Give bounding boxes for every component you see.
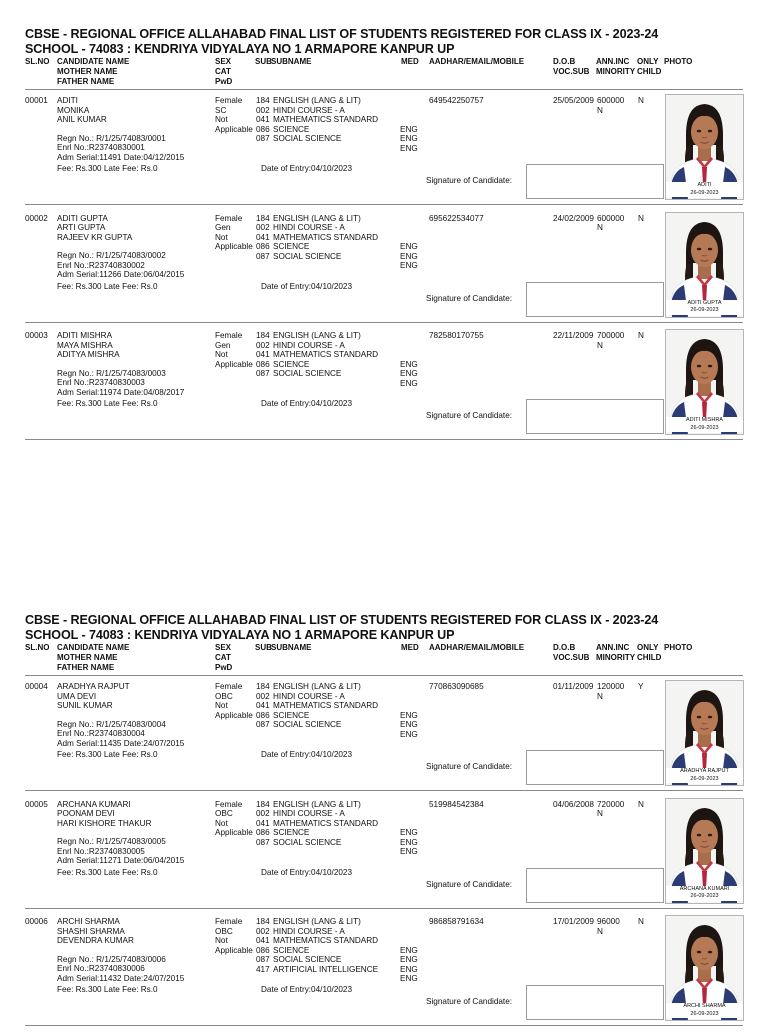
subject-code: 417 <box>256 964 270 974</box>
subject-name: MATHEMATICS STANDARD <box>273 818 379 828</box>
aadhar-number: 986858791634 <box>429 917 484 926</box>
subject-name: SCIENCE <box>273 359 310 369</box>
subject-medium: ENG <box>400 369 418 378</box>
column-label-subname: SUBNAME <box>271 643 312 652</box>
photo-box <box>665 94 744 200</box>
subject-name: HINDI COURSE - A <box>273 105 345 115</box>
column-label-cand2: MOTHER NAME <box>57 653 118 662</box>
subject-name: SCIENCE <box>273 828 310 837</box>
admission-serial: Adm Serial:11974 Date:04/08/2017 <box>57 387 185 397</box>
sex-value: Female <box>215 917 243 926</box>
subject-medium: ENG <box>400 710 418 720</box>
photo-caption-name: ARCHANA KUMARI <box>679 885 730 892</box>
subject-code: 184 <box>256 331 270 340</box>
subject-name: MATHEMATICS STANDARD <box>273 232 379 242</box>
category-value: SC <box>215 105 227 115</box>
annual-income: 700000 <box>597 331 625 340</box>
subject-code: 041 <box>256 115 270 124</box>
subject-medium: ENG <box>400 847 418 856</box>
pwd-value-cont: Applicable <box>215 124 253 134</box>
subject-name: MATHEMATICS STANDARD <box>273 115 379 124</box>
annual-income: 600000 <box>597 213 625 223</box>
subject-name: ARTIFICIAL INTELLIGENCE <box>273 964 379 974</box>
serial-number: 00005 <box>25 799 48 809</box>
registration-number: Regn No.: R/1/25/74083/0006 <box>57 954 166 964</box>
photo-caption <box>666 182 743 197</box>
admission-serial: Adm Serial:11435 Date:24/07/2015 <box>57 738 185 748</box>
record-divider <box>25 908 743 909</box>
column-label-dob2: VOC.SUB <box>553 653 590 662</box>
photo-caption-name: ARADHYA RAJPUT <box>680 768 729 774</box>
photo-caption-date: 26-09-2023 <box>690 424 719 431</box>
photo-box <box>665 680 744 786</box>
subject-name: HINDI COURSE - A <box>273 223 345 232</box>
photo-caption <box>666 1003 743 1018</box>
photo-caption-name: ADITI MISHRA <box>686 417 723 423</box>
aadhar-number: 770863090685 <box>429 682 484 691</box>
signature-label: Signature of Candidate: <box>426 997 513 1006</box>
signature-box <box>526 868 664 903</box>
photo-caption-date: 26-09-2023 <box>690 893 719 899</box>
subject-medium: ENG <box>400 974 418 983</box>
registration-number: Regn No.: R/1/25/74083/0003 <box>57 368 166 378</box>
admission-serial: Adm Serial:11271 Date:06/04/2015 <box>57 856 185 865</box>
signature-box <box>526 399 664 434</box>
column-label-slno: SL.NO <box>25 57 50 66</box>
subject-code: 087 <box>256 134 270 143</box>
subject-code: 087 <box>256 251 270 261</box>
date-of-birth: 04/06/2008 <box>553 799 594 809</box>
aadhar-number: 519984542384 <box>429 799 484 809</box>
pwd-value-cont: Applicable <box>215 242 253 251</box>
subject-code: 087 <box>256 369 270 378</box>
category-value: OBC <box>215 691 233 701</box>
subject-name: ENGLISH (LANG & LIT) <box>273 682 361 691</box>
entry-date: Date of Entry:04/10/2023 <box>261 750 353 759</box>
father-name: HARI KISHORE THAKUR <box>57 818 152 828</box>
column-label-sex3: PwD <box>215 77 233 86</box>
signature-box <box>526 282 664 317</box>
mother-name: MAYA MISHRA <box>57 340 113 350</box>
annual-income: 720000 <box>597 799 625 809</box>
column-label-dob1: D.O.B <box>553 643 576 652</box>
subject-name: ENGLISH (LANG & LIT) <box>273 331 361 340</box>
column-label-only1: ONLY <box>637 57 659 66</box>
column-label-sex3: PwD <box>215 663 233 672</box>
serial-number: 00002 <box>25 213 48 223</box>
fee-details: Fee: Rs.300 Late Fee: Rs.0 <box>57 985 158 994</box>
subject-code: 086 <box>256 945 270 955</box>
student-record <box>0 331 768 448</box>
subject-name: MATHEMATICS STANDARD <box>273 701 379 710</box>
annual-income: 600000 <box>597 96 625 105</box>
column-label-slno: SL.NO <box>25 643 50 652</box>
fee-details: Fee: Rs.300 Late Fee: Rs.0 <box>57 867 158 877</box>
record-divider <box>25 790 743 791</box>
pwd-value-cont: Applicable <box>215 710 253 720</box>
enrolment-number: Enrl No.:R23740830003 <box>57 378 145 387</box>
father-name: ADITYA MISHRA <box>57 350 120 359</box>
annual-income: 96000 <box>597 917 620 926</box>
pwd-value: Not <box>215 818 228 828</box>
mother-name: MONIKA <box>57 105 90 115</box>
subject-medium: ENG <box>400 134 418 143</box>
category-value: OBC <box>215 926 233 936</box>
aadhar-number: 695622534077 <box>429 213 484 223</box>
subject-code: 086 <box>256 710 270 720</box>
subject-code: 086 <box>256 242 270 251</box>
subject-name: ENGLISH (LANG & LIT) <box>273 96 361 105</box>
subject-medium: ENG <box>400 251 418 261</box>
column-label-cand1: CANDIDATE NAME <box>57 57 130 66</box>
photo-caption <box>666 417 743 432</box>
photo-box <box>665 798 744 904</box>
signature-label: Signature of Candidate: <box>426 411 513 420</box>
subject-code: 184 <box>256 799 270 809</box>
enrolment-number: Enrl No.:R23740830001 <box>57 143 145 152</box>
admission-serial: Adm Serial:11432 Date:24/07/2015 <box>57 973 185 983</box>
column-label-only2: CHILD <box>637 67 662 76</box>
photo-box <box>665 329 744 435</box>
subject-code: 041 <box>256 818 270 828</box>
registration-number: Regn No.: R/1/25/74083/0001 <box>57 133 166 143</box>
date-of-birth: 22/11/2009 <box>553 331 594 340</box>
date-of-birth: 24/02/2009 <box>553 213 594 223</box>
minority-flag: N <box>597 340 603 350</box>
only-child-flag: N <box>638 213 644 223</box>
record-divider <box>25 204 743 205</box>
pwd-value-cont: Applicable <box>215 359 253 369</box>
minority-flag: N <box>597 926 603 936</box>
subject-name: SOCIAL SCIENCE <box>273 134 342 143</box>
entry-date: Date of Entry:04/10/2023 <box>261 399 353 408</box>
column-label-ann1: ANN.INC <box>596 57 630 66</box>
subject-name: ENGLISH (LANG & LIT) <box>273 213 361 223</box>
subject-code: 002 <box>256 809 270 818</box>
subject-medium: ENG <box>400 378 418 388</box>
photo-caption-date: 26-09-2023 <box>690 307 719 313</box>
column-label-sub: SUB <box>255 57 272 66</box>
student-record <box>0 96 768 213</box>
candidate-name: ADITI <box>57 96 78 105</box>
minority-flag: N <box>597 223 603 232</box>
pwd-value-cont: Applicable <box>215 945 253 955</box>
column-label-cand3: FATHER NAME <box>57 77 115 86</box>
enrolment-number: Enrl No.:R23740830004 <box>57 729 145 738</box>
student-record <box>0 214 768 331</box>
pwd-value: Not <box>215 232 228 242</box>
column-label-med: MED <box>401 643 419 652</box>
record-divider <box>25 322 743 323</box>
student-record <box>0 682 768 799</box>
admission-serial: Adm Serial:11266 Date:06/04/2015 <box>57 270 185 279</box>
subject-name: ENGLISH (LANG & LIT) <box>273 917 361 926</box>
pwd-value: Not <box>215 115 228 124</box>
photo-caption-name: ADITI <box>697 182 712 188</box>
candidate-name: ADITI GUPTA <box>57 213 108 223</box>
column-label-ann2: MINORITY <box>596 653 636 662</box>
column-label-sex1: SEX <box>215 643 232 652</box>
column-label-cand3: FATHER NAME <box>57 663 115 672</box>
mother-name: SHASHI SHARMA <box>57 926 125 936</box>
subject-medium: ENG <box>400 828 418 837</box>
photo-box <box>665 212 744 318</box>
school-title: SCHOOL - 74083 : KENDRIYA VIDYALAYA NO 1 ARMAPORE KANPUR UP <box>25 42 455 56</box>
aadhar-number: 782580170755 <box>429 331 484 340</box>
column-label-ann1: ANN.INC <box>596 643 630 652</box>
student-record <box>0 917 768 1034</box>
subject-code: 002 <box>256 223 270 232</box>
column-label-med: MED <box>401 57 419 66</box>
column-label-sub: SUB <box>255 643 272 652</box>
sex-value: Female <box>215 96 243 105</box>
photo-caption-date: 26-09-2023 <box>690 1010 719 1017</box>
header-rule <box>25 675 743 676</box>
column-label-subname: SUBNAME <box>271 57 312 66</box>
subject-name: SCIENCE <box>273 710 310 720</box>
signature-label: Signature of Candidate: <box>426 879 513 889</box>
header-rule <box>25 89 743 90</box>
serial-number: 00003 <box>25 331 48 340</box>
subject-code: 087 <box>256 720 270 729</box>
photo-caption <box>666 300 743 315</box>
subject-medium: ENG <box>400 720 418 729</box>
subject-code: 184 <box>256 213 270 223</box>
signature-box <box>526 750 664 785</box>
column-label-aadhar: AADHAR/EMAIL/MOBILE <box>429 57 525 66</box>
minority-flag: N <box>597 691 603 701</box>
subject-medium: ENG <box>400 729 418 739</box>
subject-medium: ENG <box>400 261 418 270</box>
subject-name: SOCIAL SCIENCE <box>273 720 342 729</box>
only-child-flag: N <box>638 799 644 809</box>
signature-box <box>526 985 664 1020</box>
column-label-aadhar: AADHAR/EMAIL/MOBILE <box>429 643 525 652</box>
subject-code: 002 <box>256 691 270 701</box>
date-of-birth: 25/05/2009 <box>553 96 594 105</box>
mother-name: UMA DEVI <box>57 691 97 701</box>
father-name: DEVENDRA KUMAR <box>57 936 134 945</box>
column-label-photo: PHOTO <box>664 57 693 66</box>
page-title: CBSE - REGIONAL OFFICE ALLAHABAD FINAL LIST OF STUDENTS REGISTERED FOR CLASS IX - 2023-24 <box>25 27 659 41</box>
subject-code: 041 <box>256 232 270 242</box>
only-child-flag: N <box>638 917 644 926</box>
fee-details: Fee: Rs.300 Late Fee: Rs.0 <box>57 164 158 173</box>
fee-details: Fee: Rs.300 Late Fee: Rs.0 <box>57 750 158 759</box>
subject-code: 002 <box>256 105 270 115</box>
minority-flag: N <box>597 105 603 115</box>
subject-code: 086 <box>256 359 270 369</box>
subject-name: MATHEMATICS STANDARD <box>273 936 379 945</box>
enrolment-number: Enrl No.:R23740830005 <box>57 846 145 856</box>
admission-serial: Adm Serial:11491 Date:04/12/2015 <box>57 152 185 162</box>
subject-code: 184 <box>256 682 270 691</box>
record-divider <box>25 439 743 440</box>
subject-code: 086 <box>256 828 270 837</box>
category-value: Gen <box>215 223 231 232</box>
subject-code: 041 <box>256 936 270 945</box>
father-name: SUNIL KUMAR <box>57 701 113 710</box>
subject-name: MATHEMATICS STANDARD <box>273 350 379 359</box>
entry-date: Date of Entry:04/10/2023 <box>261 985 353 994</box>
subject-name: SOCIAL SCIENCE <box>273 837 342 847</box>
pwd-value: Not <box>215 936 228 945</box>
date-of-birth: 17/01/2009 <box>553 917 594 926</box>
column-label-only1: ONLY <box>637 643 659 652</box>
photo-caption-date: 26-09-2023 <box>690 775 719 782</box>
subject-name: HINDI COURSE - A <box>273 340 345 350</box>
serial-number: 00006 <box>25 917 48 926</box>
column-label-only2: CHILD <box>637 653 662 662</box>
subject-code: 184 <box>256 917 270 926</box>
candidate-name: ARCHI SHARMA <box>57 917 120 926</box>
subject-name: SOCIAL SCIENCE <box>273 369 342 378</box>
signature-label: Signature of Candidate: <box>426 762 513 771</box>
record-divider <box>25 1025 743 1026</box>
column-label-sex2: CAT <box>215 653 231 662</box>
student-record <box>0 800 768 917</box>
category-value: OBC <box>215 809 233 818</box>
column-label-photo: PHOTO <box>664 643 693 652</box>
sex-value: Female <box>215 682 243 691</box>
subject-code: 184 <box>256 96 270 105</box>
sex-value: Female <box>215 213 243 223</box>
only-child-flag: N <box>638 96 644 105</box>
column-label-dob1: D.O.B <box>553 57 576 66</box>
annual-income: 120000 <box>597 682 625 691</box>
column-label-ann2: MINORITY <box>596 67 636 76</box>
subject-code: 002 <box>256 340 270 350</box>
minority-flag: N <box>597 809 603 818</box>
column-label-sex1: SEX <box>215 57 232 66</box>
serial-number: 00001 <box>25 96 48 105</box>
sex-value: Female <box>215 799 243 809</box>
mother-name: ARTI GUPTA <box>57 223 106 232</box>
registration-number: Regn No.: R/1/25/74083/0005 <box>57 837 166 846</box>
aadhar-number: 649542250757 <box>429 96 484 105</box>
fee-details: Fee: Rs.300 Late Fee: Rs.0 <box>57 281 158 291</box>
photo-caption-name: ARCHI SHARMA <box>683 1003 726 1009</box>
enrolment-number: Enrl No.:R23740830006 <box>57 964 145 973</box>
fee-details: Fee: Rs.300 Late Fee: Rs.0 <box>57 399 158 408</box>
subject-medium: ENG <box>400 837 418 847</box>
subject-code: 086 <box>256 124 270 134</box>
father-name: ANIL KUMAR <box>57 115 107 124</box>
subject-medium: ENG <box>400 945 418 955</box>
pwd-value: Not <box>215 701 228 710</box>
subject-name: SOCIAL SCIENCE <box>273 251 342 261</box>
photo-caption-date: 26-09-2023 <box>690 189 719 196</box>
column-label-dob2: VOC.SUB <box>553 67 590 76</box>
subject-name: HINDI COURSE - A <box>273 926 345 936</box>
column-label-cand1: CANDIDATE NAME <box>57 643 130 652</box>
registration-number: Regn No.: R/1/25/74083/0002 <box>57 251 166 260</box>
mother-name: POONAM DEVI <box>57 809 115 818</box>
subject-code: 041 <box>256 701 270 710</box>
entry-date: Date of Entry:04/10/2023 <box>261 281 353 291</box>
entry-date: Date of Entry:04/10/2023 <box>261 867 353 877</box>
subject-code: 087 <box>256 955 270 964</box>
date-of-birth: 01/11/2009 <box>553 682 594 691</box>
page-title: CBSE - REGIONAL OFFICE ALLAHABAD FINAL LIST OF STUDENTS REGISTERED FOR CLASS IX - 2023-24 <box>25 613 659 627</box>
registration-number: Regn No.: R/1/25/74083/0004 <box>57 719 166 729</box>
father-name: RAJEEV KR GUPTA <box>57 232 133 242</box>
subject-name: ENGLISH (LANG & LIT) <box>273 799 361 809</box>
subject-medium: ENG <box>400 242 418 251</box>
photo-caption-name: ADITI GUPTA <box>687 299 722 306</box>
only-child-flag: Y <box>638 682 644 691</box>
subject-name: SOCIAL SCIENCE <box>273 955 342 964</box>
subject-name: SCIENCE <box>273 124 310 134</box>
signature-label: Signature of Candidate: <box>426 176 513 185</box>
subject-name: SCIENCE <box>273 242 310 251</box>
photo-caption <box>666 886 743 901</box>
subject-code: 087 <box>256 837 270 847</box>
subject-medium: ENG <box>400 359 418 369</box>
serial-number: 00004 <box>25 682 48 691</box>
school-title: SCHOOL - 74083 : KENDRIYA VIDYALAYA NO 1 ARMAPORE KANPUR UP <box>25 628 455 642</box>
candidate-name: ARCHANA KUMARI <box>57 799 131 809</box>
subject-name: HINDI COURSE - A <box>273 691 345 701</box>
pwd-value-cont: Applicable <box>215 828 253 837</box>
subject-name: HINDI COURSE - A <box>273 809 345 818</box>
signature-label: Signature of Candidate: <box>426 293 513 303</box>
subject-medium: ENG <box>400 955 418 964</box>
photo-box <box>665 915 744 1021</box>
category-value: Gen <box>215 340 231 350</box>
enrolment-number: Enrl No.:R23740830002 <box>57 260 145 270</box>
signature-box <box>526 164 664 199</box>
subject-code: 041 <box>256 350 270 359</box>
column-label-cand2: MOTHER NAME <box>57 67 118 76</box>
sex-value: Female <box>215 331 243 340</box>
subject-code: 002 <box>256 926 270 936</box>
only-child-flag: N <box>638 331 644 340</box>
column-label-sex2: CAT <box>215 67 231 76</box>
subject-medium: ENG <box>400 143 418 153</box>
subject-name: SCIENCE <box>273 945 310 955</box>
candidate-name: ARADHYA RAJPUT <box>57 682 130 691</box>
photo-caption <box>666 768 743 783</box>
pwd-value: Not <box>215 350 228 359</box>
subject-medium: ENG <box>400 964 418 974</box>
subject-medium: ENG <box>400 124 418 134</box>
entry-date: Date of Entry:04/10/2023 <box>261 164 353 173</box>
candidate-name: ADITI MISHRA <box>57 331 113 340</box>
